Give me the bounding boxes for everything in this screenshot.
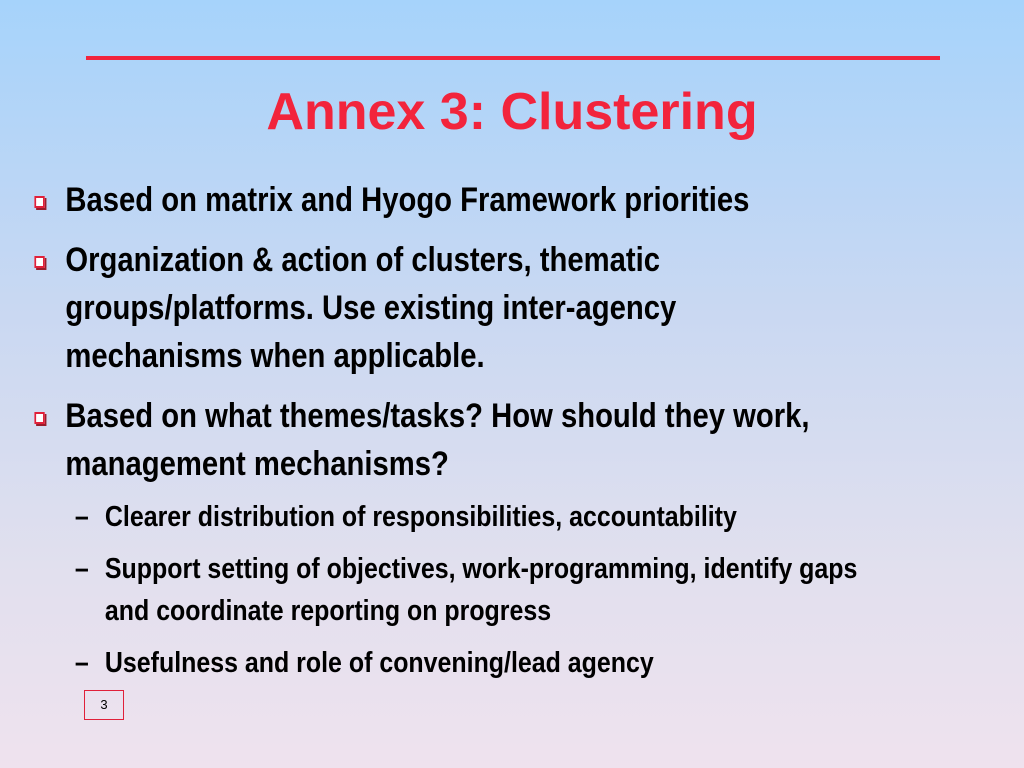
- square-bullet-icon: [34, 412, 44, 424]
- bullet-item: [0, 176, 831, 224]
- square-bullet-icon: [34, 256, 44, 268]
- sub-bullet-text: Clearer distribution of responsibilities, accountability: [104, 501, 737, 533]
- bullet-item: [0, 236, 831, 380]
- sub-bullet-list: [0, 496, 1024, 684]
- sub-bullet-text: Usefulness and role of convening/lead agency: [104, 647, 654, 679]
- bullet-item: [0, 392, 831, 488]
- slide-title: Annex 3: Clustering: [266, 83, 758, 141]
- dash-bullet-icon: –: [74, 553, 89, 585]
- sub-bullet-item: [0, 642, 879, 684]
- square-bullet-icon: [34, 196, 44, 208]
- sub-bullet-text: Support setting of objectives, work-programming, identify gaps and coordinate reporting on progress: [104, 553, 858, 627]
- bullet-text: Based on what themes/tasks? How should they work, management mechanisms?: [65, 397, 810, 483]
- dash-bullet-icon: –: [74, 501, 89, 533]
- title-rule: [86, 56, 940, 60]
- bullet-text: Organization & action of clusters, thematic groups/platforms. Use existing inter-agency mechanisms when applicable.: [65, 241, 677, 375]
- bullet-text: Based on matrix and Hyogo Framework priorities: [65, 181, 750, 219]
- dash-bullet-icon: –: [74, 647, 89, 679]
- sub-bullet-item: [0, 496, 879, 538]
- slide-body: [0, 176, 1024, 684]
- sub-bullet-item: [0, 548, 879, 632]
- page-number: 3: [84, 690, 124, 720]
